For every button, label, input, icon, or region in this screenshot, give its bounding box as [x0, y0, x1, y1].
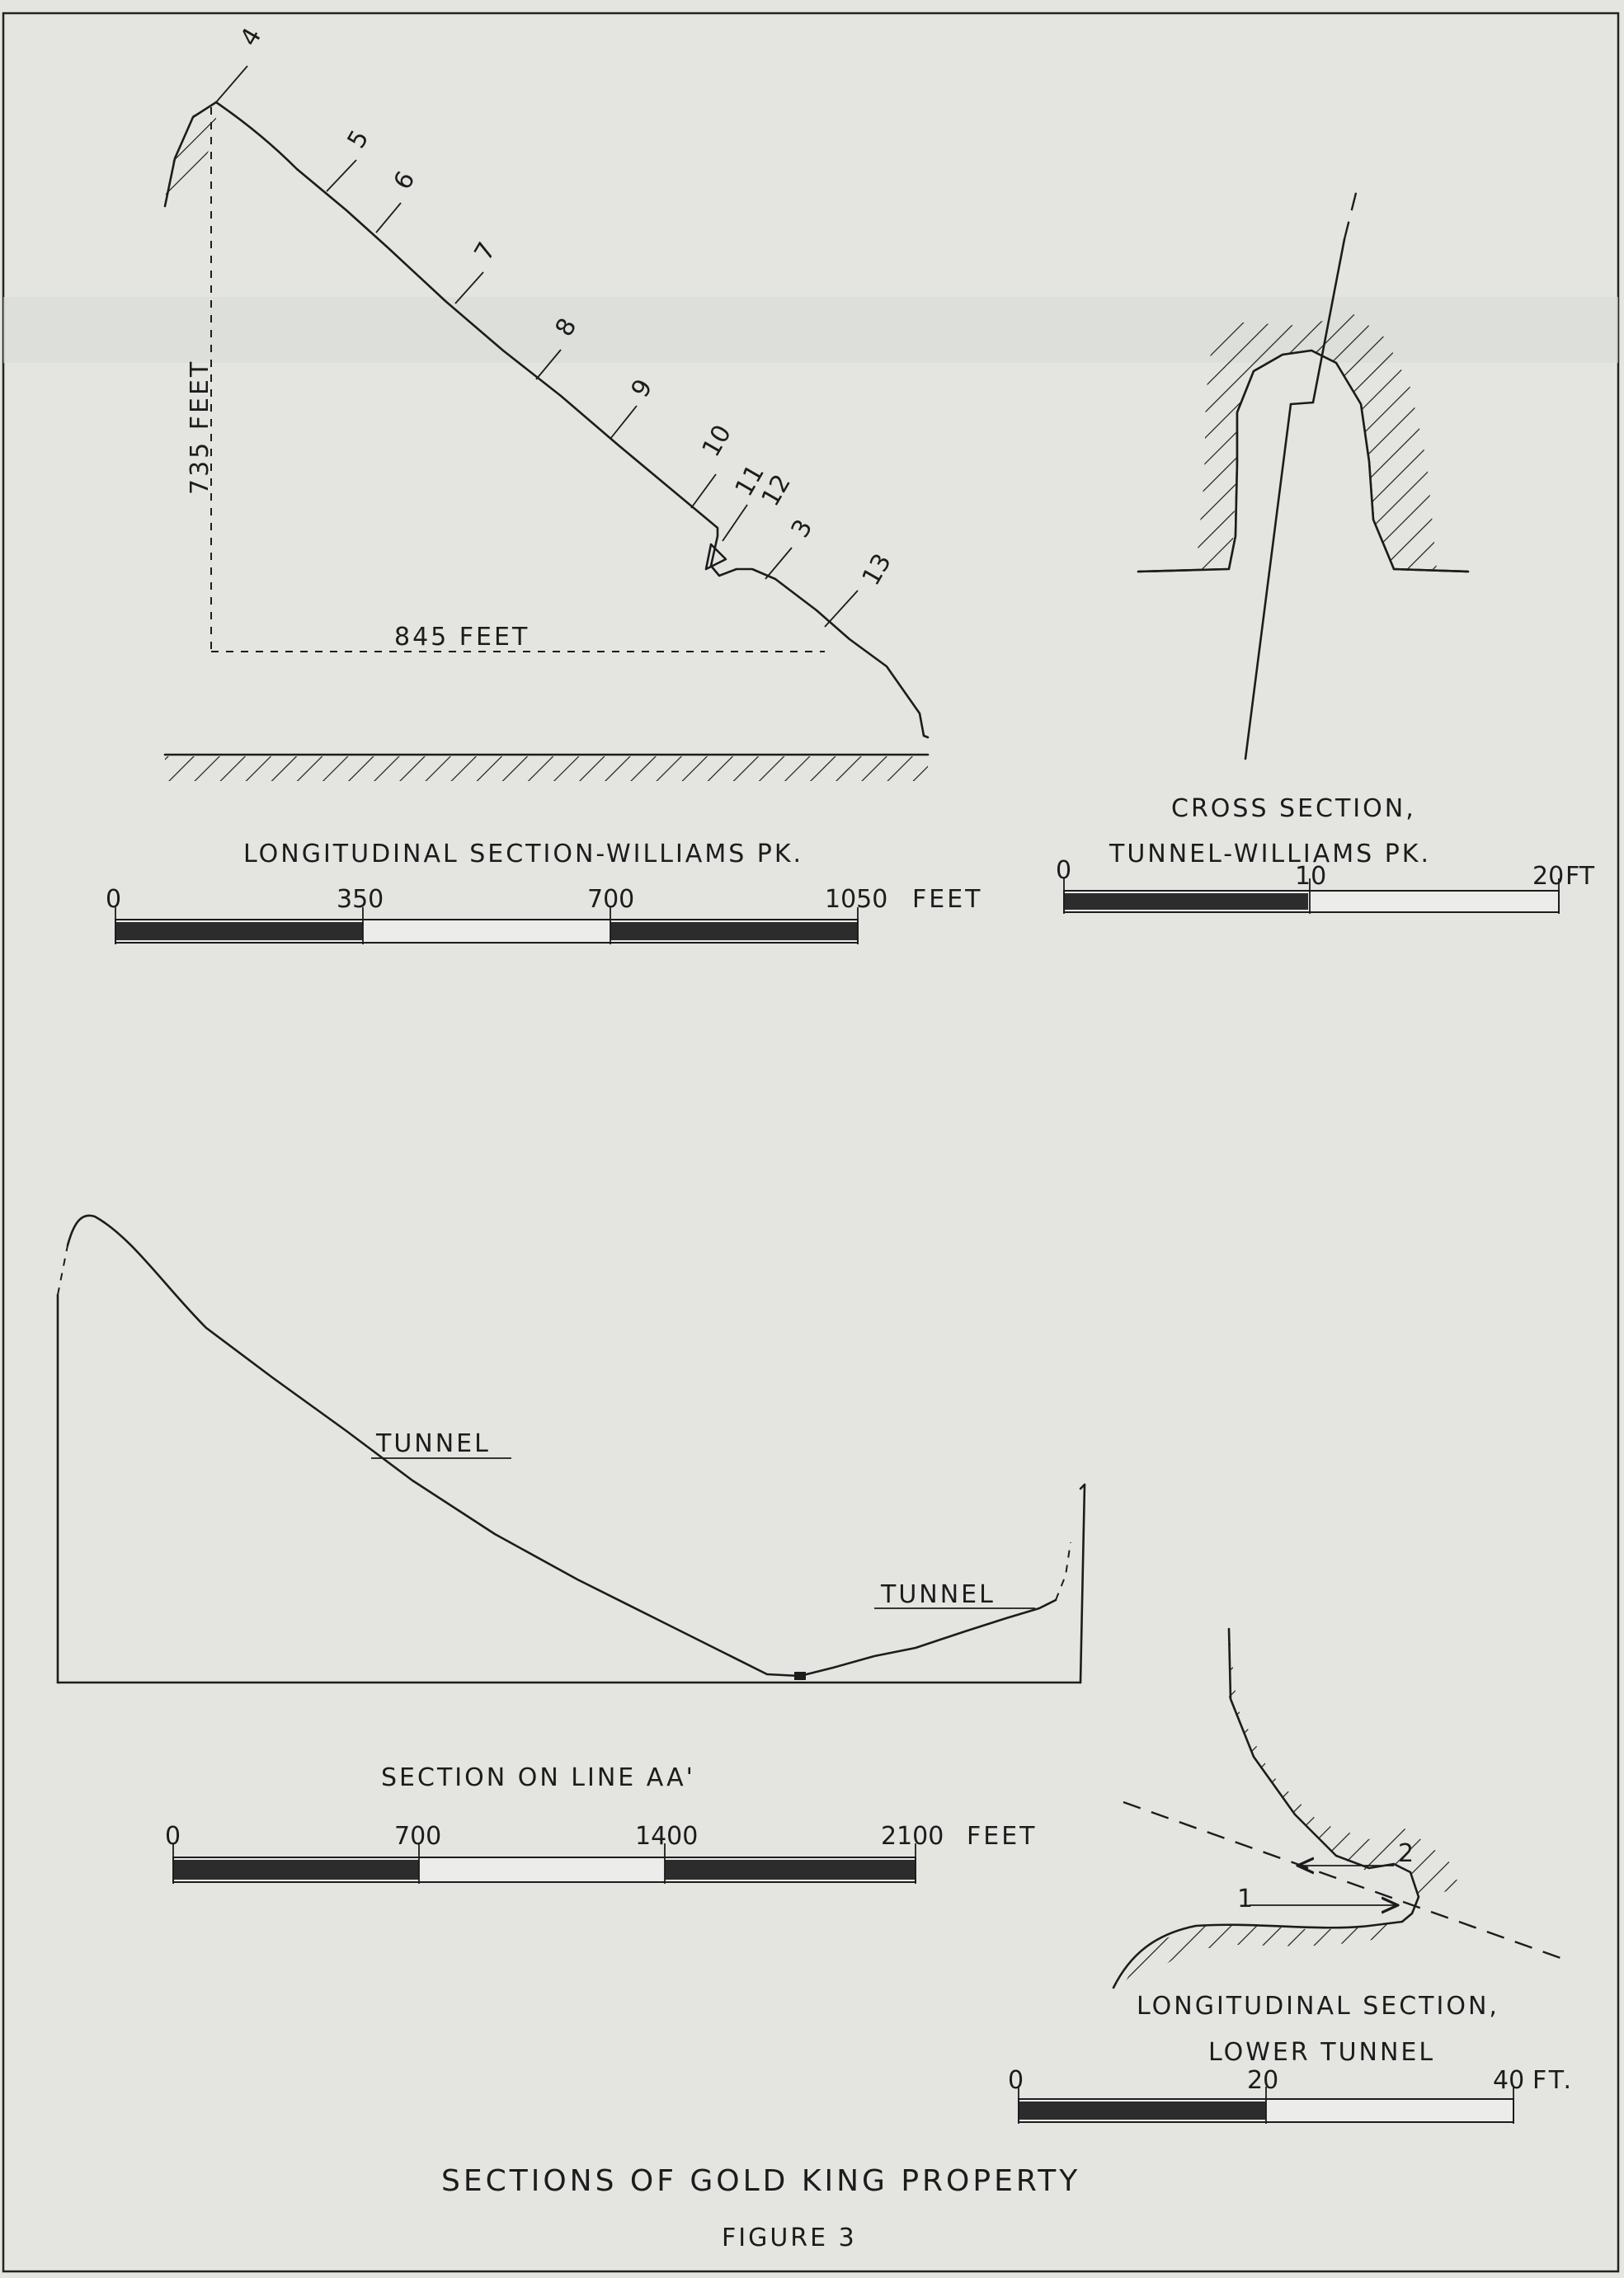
tunnel-label-right: TUNNEL: [881, 1580, 996, 1609]
scale-tick-label: 700: [587, 885, 635, 914]
lower-rock-hatch: [1122, 1922, 1402, 1988]
station-label-7: 7: [468, 237, 502, 266]
scale-tick-label: 700: [394, 1822, 442, 1851]
station-tick-11: [723, 505, 747, 541]
arrow-label-2: 2: [1398, 1839, 1415, 1868]
station-label-6: 6: [388, 166, 421, 195]
arrow-label-1: 1: [1237, 1885, 1254, 1913]
scale-unit: FEET: [912, 885, 983, 914]
williams-profile-line: [216, 102, 924, 736]
lower-tunnel-title-1: LONGITUDINAL SECTION,: [1137, 1992, 1499, 2021]
scale-tick-label: 350: [337, 885, 384, 914]
scale-unit: FT.: [1532, 2066, 1575, 2095]
station-label-10: 10: [696, 420, 738, 462]
upper-rock-hatch: [1229, 1629, 1460, 1897]
station-label-13: 13: [856, 548, 898, 591]
station-label-4: 4: [234, 22, 268, 52]
station-tick-13: [825, 591, 858, 627]
figure-title: SECTIONS OF GOLD KING PROPERTY: [441, 2164, 1081, 2198]
scale-segment-3: [610, 922, 858, 940]
station-tick-6: [376, 203, 401, 233]
width-label: 845 FEET: [394, 623, 530, 652]
lower-tunnel-section: [1008, 1629, 1574, 2124]
section-aa-scale-bar: [165, 1822, 1038, 1884]
scale-segment-3: [665, 1860, 916, 1880]
lower-tunnel-scale-bar: [1008, 2066, 1574, 2124]
fault-line-projection: [1344, 190, 1357, 239]
station-label-12: 12: [756, 469, 798, 511]
station-tick-4: [216, 66, 247, 102]
tunnel-label-left: TUNNEL: [376, 1429, 491, 1458]
scale-tick-label: 0: [1008, 2066, 1024, 2095]
right-frame-line: [1080, 1485, 1085, 1683]
station-label-11: 11: [729, 459, 771, 501]
portal-marker: [794, 1672, 806, 1680]
section-aa: [58, 1216, 1085, 1884]
summit-rock-hatch: [165, 102, 216, 198]
longitudinal-section-williams: [106, 23, 983, 944]
scale-segment-1: [1019, 2102, 1266, 2120]
ground-hatch: [165, 756, 928, 781]
station-label-8: 8: [549, 313, 583, 341]
scale-unit: FEET: [967, 1822, 1038, 1851]
height-label: 735 FEET: [186, 359, 214, 495]
station-tick-10: [691, 474, 716, 508]
scale-segment-1: [1064, 893, 1308, 910]
lower-tunnel-title-2: LOWER TUNNEL: [1208, 2038, 1436, 2067]
profile-end: [924, 736, 928, 737]
scale-unit: FT: [1565, 862, 1595, 891]
right-dashed-summit: [1056, 1542, 1071, 1600]
scale-tick-label: 0: [165, 1822, 181, 1851]
left-dashed-summit: [58, 1245, 68, 1295]
station-label-5: 5: [341, 125, 375, 153]
scale-tick-label: 20: [1532, 862, 1565, 891]
scale-tick-label: 0: [1056, 856, 1072, 885]
cross-section-title-1: CROSS SECTION,: [1171, 794, 1416, 823]
scale-tick-label: 20: [1247, 2066, 1279, 2095]
figure-caption: FIGURE 3: [722, 2224, 857, 2252]
scale-tick-label: 10: [1295, 862, 1327, 891]
scale-tick-label: 0: [106, 885, 122, 914]
station-label-9: 9: [625, 374, 659, 402]
williams-section-title: LONGITUDINAL SECTION-WILLIAMS PK.: [243, 840, 804, 868]
cross-section-title-2: TUNNEL-WILLIAMS PK.: [1109, 840, 1431, 868]
station-tick-3: [765, 548, 792, 579]
station-loop: [706, 544, 726, 569]
scale-segment-1: [115, 922, 363, 940]
section-aa-title: SECTION ON LINE AA': [381, 1763, 695, 1792]
station-label-3: 3: [785, 514, 819, 543]
scale-tick-label: 1050: [825, 885, 888, 914]
scale-tick-label: 40: [1493, 2066, 1525, 2095]
williams-scale-bar: [106, 885, 983, 944]
station-tick-9: [610, 406, 637, 439]
scale-segment-1: [173, 1860, 419, 1880]
scale-tick-label: 2100: [881, 1822, 944, 1851]
station-tick-5: [327, 160, 356, 191]
scale-tick-label: 1400: [635, 1822, 699, 1851]
upper-rock-outline: [1229, 1629, 1419, 1922]
